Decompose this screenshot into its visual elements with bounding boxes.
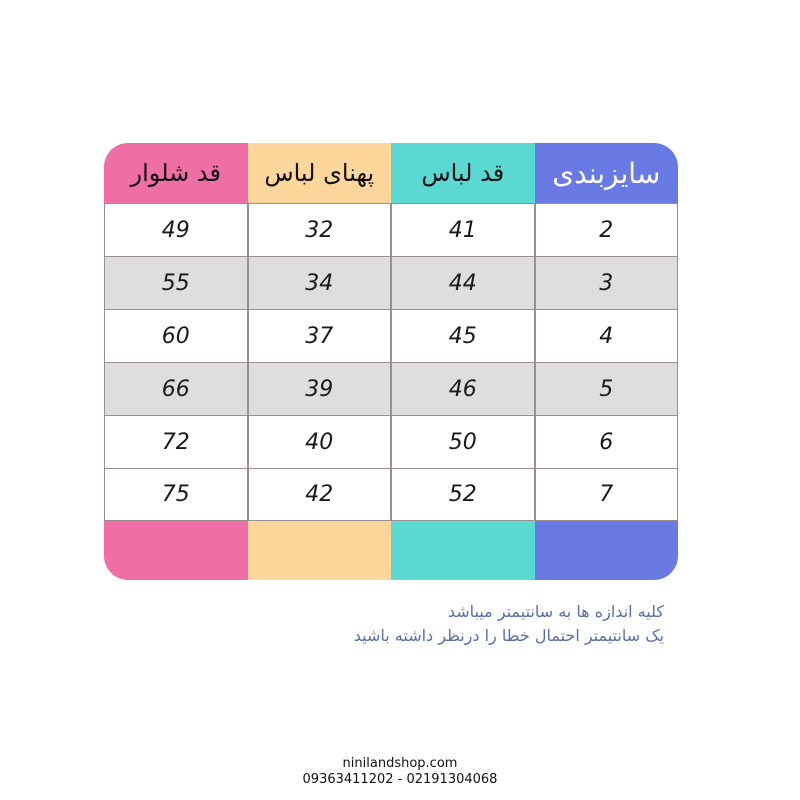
website-text: ninilandshop.com [342, 756, 458, 771]
size-chart-columns [104, 143, 678, 580]
note-line-tolerance: یک سانتیمتر احتمال خطا را درنظر داشته باشید [353, 626, 664, 645]
column-garment-length [391, 143, 535, 580]
cell-garment-length-row1: 41 [391, 203, 535, 256]
cell-pants-length-row3: 60 [104, 309, 248, 362]
cell-pants-length-row1: 49 [104, 203, 248, 256]
cell-garment-width-row4: 39 [248, 362, 392, 415]
cell-garment-length-row4: 46 [391, 362, 535, 415]
header-garment-width: پهنای لباس [248, 143, 392, 203]
cell-size-row5: 6 [535, 415, 679, 468]
cell-garment-width-row5: 40 [248, 415, 392, 468]
contact-info [0, 756, 800, 788]
cell-pants-length-row4: 66 [104, 362, 248, 415]
cell-garment-length-row5: 50 [391, 415, 535, 468]
column-pants-length [104, 143, 248, 580]
column-garment-width [248, 143, 392, 580]
cell-size-row4: 5 [535, 362, 679, 415]
column-size [535, 143, 679, 580]
header-size: سایزبندی [535, 143, 679, 203]
header-pants-length: قد شلوار [104, 143, 248, 203]
footer-garment-width [248, 521, 392, 580]
cell-garment-width-row2: 34 [248, 256, 392, 309]
cell-size-row1: 2 [535, 203, 679, 256]
cell-garment-length-row6: 52 [391, 468, 535, 521]
measurement-note [264, 600, 664, 648]
cell-garment-length-row2: 44 [391, 256, 535, 309]
cell-pants-length-row5: 72 [104, 415, 248, 468]
cell-garment-length-row3: 45 [391, 309, 535, 362]
phone-numbers: 09363411202 - 02191304068 [302, 772, 498, 787]
cell-size-row6: 7 [535, 468, 679, 521]
cell-size-row2: 3 [535, 256, 679, 309]
header-garment-length: قد لباس [391, 143, 535, 203]
cell-garment-width-row1: 32 [248, 203, 392, 256]
note-line-units: کلیه اندازه ها به سانتیمتر میباشد [447, 602, 664, 621]
footer-garment-length [391, 521, 535, 580]
cell-garment-width-row6: 42 [248, 468, 392, 521]
cell-size-row3: 4 [535, 309, 679, 362]
footer-pants-length [104, 521, 248, 580]
cell-pants-length-row2: 55 [104, 256, 248, 309]
cell-garment-width-row3: 37 [248, 309, 392, 362]
cell-pants-length-row6: 75 [104, 468, 248, 521]
size-chart-table [104, 143, 678, 580]
footer-size [535, 521, 679, 580]
